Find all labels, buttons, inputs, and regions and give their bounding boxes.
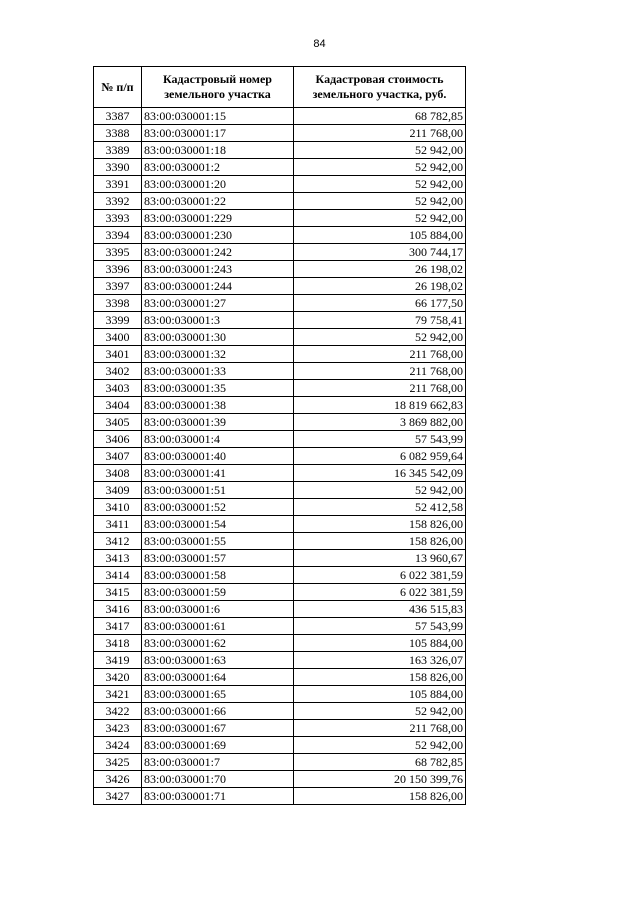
row-number-cell: 3406 — [94, 431, 142, 448]
row-number-cell: 3418 — [94, 635, 142, 652]
table-row — [94, 312, 466, 329]
cadastral-value-cell: 52 412,58 — [294, 499, 466, 516]
table-row — [94, 159, 466, 176]
row-number-cell: 3423 — [94, 720, 142, 737]
cadastral-value-cell: 13 960,67 — [294, 550, 466, 567]
table-row — [94, 686, 466, 703]
table-row — [94, 380, 466, 397]
cadastral-number-cell: 83:00:030001:59 — [142, 584, 294, 601]
cadastral-number-cell: 83:00:030001:69 — [142, 737, 294, 754]
cadastral-number-cell: 83:00:030001:64 — [142, 669, 294, 686]
table-row — [94, 108, 466, 125]
row-number-cell: 3427 — [94, 788, 142, 805]
table-row — [94, 618, 466, 635]
row-number-cell: 3411 — [94, 516, 142, 533]
cadastral-number-cell: 83:00:030001:242 — [142, 244, 294, 261]
table-row — [94, 652, 466, 669]
cadastral-number-cell: 83:00:030001:62 — [142, 635, 294, 652]
row-number-cell: 3415 — [94, 584, 142, 601]
row-number-cell: 3401 — [94, 346, 142, 363]
row-number-cell: 3402 — [94, 363, 142, 380]
cadastral-number-cell: 83:00:030001:15 — [142, 108, 294, 125]
cadastral-number-cell: 83:00:030001:55 — [142, 533, 294, 550]
row-number-cell: 3410 — [94, 499, 142, 516]
row-number-cell: 3404 — [94, 397, 142, 414]
row-number-cell: 3392 — [94, 193, 142, 210]
row-number-cell: 3408 — [94, 465, 142, 482]
table-row — [94, 363, 466, 380]
row-number-cell: 3393 — [94, 210, 142, 227]
cadastral-number-cell: 83:00:030001:35 — [142, 380, 294, 397]
cadastral-number-cell: 83:00:030001:22 — [142, 193, 294, 210]
cadastral-value-cell: 6 022 381,59 — [294, 584, 466, 601]
cadastral-value-cell: 105 884,00 — [294, 686, 466, 703]
cadastral-value-cell: 158 826,00 — [294, 533, 466, 550]
row-number-cell: 3422 — [94, 703, 142, 720]
table-row — [94, 278, 466, 295]
cadastral-value-cell: 57 543,99 — [294, 431, 466, 448]
row-number-cell: 3409 — [94, 482, 142, 499]
row-number-cell: 3403 — [94, 380, 142, 397]
table-row — [94, 227, 466, 244]
row-number-cell: 3413 — [94, 550, 142, 567]
cadastral-number-cell: 83:00:030001:39 — [142, 414, 294, 431]
cadastral-value-cell: 163 326,07 — [294, 652, 466, 669]
table-row — [94, 635, 466, 652]
cadastral-number-cell: 83:00:030001:229 — [142, 210, 294, 227]
row-number-cell: 3397 — [94, 278, 142, 295]
row-number-cell: 3395 — [94, 244, 142, 261]
row-number-cell: 3388 — [94, 125, 142, 142]
table-row — [94, 397, 466, 414]
cadastral-number-cell: 83:00:030001:7 — [142, 754, 294, 771]
table-row — [94, 550, 466, 567]
cadastral-value-cell: 211 768,00 — [294, 380, 466, 397]
cadastral-value-cell: 52 942,00 — [294, 159, 466, 176]
row-number-cell: 3387 — [94, 108, 142, 125]
cadastral-number-cell: 83:00:030001:65 — [142, 686, 294, 703]
cadastral-value-cell: 211 768,00 — [294, 346, 466, 363]
cadastral-value-cell: 52 942,00 — [294, 193, 466, 210]
row-number-cell: 3417 — [94, 618, 142, 635]
cadastral-number-cell: 83:00:030001:33 — [142, 363, 294, 380]
table-row — [94, 465, 466, 482]
table-row — [94, 448, 466, 465]
table-row — [94, 788, 466, 805]
table-row — [94, 516, 466, 533]
table-row — [94, 329, 466, 346]
cadastral-number-cell: 83:00:030001:57 — [142, 550, 294, 567]
table-body — [94, 108, 466, 805]
header-cadastral-number: Кадастровый номер земельного участка — [142, 67, 294, 108]
cadastral-value-cell: 68 782,85 — [294, 754, 466, 771]
row-number-cell: 3399 — [94, 312, 142, 329]
table-row — [94, 261, 466, 278]
row-number-cell: 3389 — [94, 142, 142, 159]
cadastral-number-cell: 83:00:030001:20 — [142, 176, 294, 193]
row-number-cell: 3405 — [94, 414, 142, 431]
row-number-cell: 3420 — [94, 669, 142, 686]
cadastral-value-cell: 16 345 542,09 — [294, 465, 466, 482]
row-number-cell: 3396 — [94, 261, 142, 278]
table-row — [94, 601, 466, 618]
table-row — [94, 737, 466, 754]
cadastral-value-cell: 52 942,00 — [294, 176, 466, 193]
cadastral-value-cell: 6 022 381,59 — [294, 567, 466, 584]
cadastral-number-cell: 83:00:030001:3 — [142, 312, 294, 329]
table-header-row — [94, 67, 466, 108]
table-row — [94, 482, 466, 499]
table-row — [94, 431, 466, 448]
row-number-cell: 3424 — [94, 737, 142, 754]
cadastral-value-cell: 26 198,02 — [294, 278, 466, 295]
cadastral-value-cell: 52 942,00 — [294, 737, 466, 754]
cadastral-number-cell: 83:00:030001:2 — [142, 159, 294, 176]
table-row — [94, 142, 466, 159]
cadastral-number-cell: 83:00:030001:243 — [142, 261, 294, 278]
cadastral-number-cell: 83:00:030001:244 — [142, 278, 294, 295]
page-number: 84 — [313, 38, 326, 50]
cadastral-number-cell: 83:00:030001:67 — [142, 720, 294, 737]
cadastral-number-cell: 83:00:030001:230 — [142, 227, 294, 244]
row-number-cell: 3407 — [94, 448, 142, 465]
row-number-cell: 3416 — [94, 601, 142, 618]
cadastral-value-cell: 52 942,00 — [294, 703, 466, 720]
cadastral-number-cell: 83:00:030001:51 — [142, 482, 294, 499]
cadastral-value-cell: 26 198,02 — [294, 261, 466, 278]
table-row — [94, 533, 466, 550]
table-row — [94, 584, 466, 601]
cadastral-number-cell: 83:00:030001:71 — [142, 788, 294, 805]
table-row — [94, 754, 466, 771]
cadastral-number-cell: 83:00:030001:18 — [142, 142, 294, 159]
cadastral-value-cell: 3 869 882,00 — [294, 414, 466, 431]
cadastral-value-cell: 158 826,00 — [294, 788, 466, 805]
cadastral-number-cell: 83:00:030001:40 — [142, 448, 294, 465]
cadastral-value-cell: 52 942,00 — [294, 142, 466, 159]
cadastral-value-cell: 436 515,83 — [294, 601, 466, 618]
cadastral-value-cell: 211 768,00 — [294, 363, 466, 380]
cadastral-value-cell: 6 082 959,64 — [294, 448, 466, 465]
table-row — [94, 703, 466, 720]
row-number-cell: 3419 — [94, 652, 142, 669]
table-row — [94, 295, 466, 312]
cadastral-value-cell: 52 942,00 — [294, 329, 466, 346]
table-row — [94, 346, 466, 363]
table-row — [94, 210, 466, 227]
row-number-cell: 3425 — [94, 754, 142, 771]
row-number-cell: 3391 — [94, 176, 142, 193]
cadastral-number-cell: 83:00:030001:66 — [142, 703, 294, 720]
table-row — [94, 244, 466, 261]
cadastral-number-cell: 83:00:030001:54 — [142, 516, 294, 533]
cadastral-number-cell: 83:00:030001:52 — [142, 499, 294, 516]
cadastral-value-cell: 211 768,00 — [294, 720, 466, 737]
table-row — [94, 414, 466, 431]
row-number-cell: 3390 — [94, 159, 142, 176]
cadastral-number-cell: 83:00:030001:30 — [142, 329, 294, 346]
cadastral-number-cell: 83:00:030001:38 — [142, 397, 294, 414]
cadastral-number-cell: 83:00:030001:27 — [142, 295, 294, 312]
cadastral-value-cell: 158 826,00 — [294, 669, 466, 686]
cadastral-value-cell: 300 744,17 — [294, 244, 466, 261]
table-row — [94, 176, 466, 193]
cadastral-value-cell: 20 150 399,76 — [294, 771, 466, 788]
cadastral-number-cell: 83:00:030001:17 — [142, 125, 294, 142]
cadastral-value-cell: 57 543,99 — [294, 618, 466, 635]
header-number: № п/п — [94, 67, 142, 108]
cadastral-value-cell: 52 942,00 — [294, 482, 466, 499]
cadastral-value-cell: 105 884,00 — [294, 227, 466, 244]
row-number-cell: 3421 — [94, 686, 142, 703]
cadastral-value-cell: 66 177,50 — [294, 295, 466, 312]
row-number-cell: 3412 — [94, 533, 142, 550]
row-number-cell: 3426 — [94, 771, 142, 788]
cadastral-number-cell: 83:00:030001:4 — [142, 431, 294, 448]
cadastral-value-table — [93, 66, 466, 805]
cadastral-value-cell: 79 758,41 — [294, 312, 466, 329]
table-row — [94, 669, 466, 686]
table-row — [94, 720, 466, 737]
table-row — [94, 125, 466, 142]
cadastral-number-cell: 83:00:030001:58 — [142, 567, 294, 584]
cadastral-value-cell: 158 826,00 — [294, 516, 466, 533]
cadastral-number-cell: 83:00:030001:61 — [142, 618, 294, 635]
table-row — [94, 193, 466, 210]
row-number-cell: 3400 — [94, 329, 142, 346]
cadastral-value-cell: 18 819 662,83 — [294, 397, 466, 414]
cadastral-number-cell: 83:00:030001:63 — [142, 652, 294, 669]
cadastral-value-cell: 52 942,00 — [294, 210, 466, 227]
cadastral-value-cell: 68 782,85 — [294, 108, 466, 125]
cadastral-value-cell: 105 884,00 — [294, 635, 466, 652]
row-number-cell: 3398 — [94, 295, 142, 312]
cadastral-number-cell: 83:00:030001:41 — [142, 465, 294, 482]
table-row — [94, 771, 466, 788]
cadastral-number-cell: 83:00:030001:32 — [142, 346, 294, 363]
header-cadastral-value: Кадастровая стоимость земельного участка, руб. — [294, 67, 466, 108]
cadastral-value-cell: 211 768,00 — [294, 125, 466, 142]
cadastral-number-cell: 83:00:030001:6 — [142, 601, 294, 618]
table-row — [94, 567, 466, 584]
row-number-cell: 3394 — [94, 227, 142, 244]
cadastral-number-cell: 83:00:030001:70 — [142, 771, 294, 788]
row-number-cell: 3414 — [94, 567, 142, 584]
table-row — [94, 499, 466, 516]
